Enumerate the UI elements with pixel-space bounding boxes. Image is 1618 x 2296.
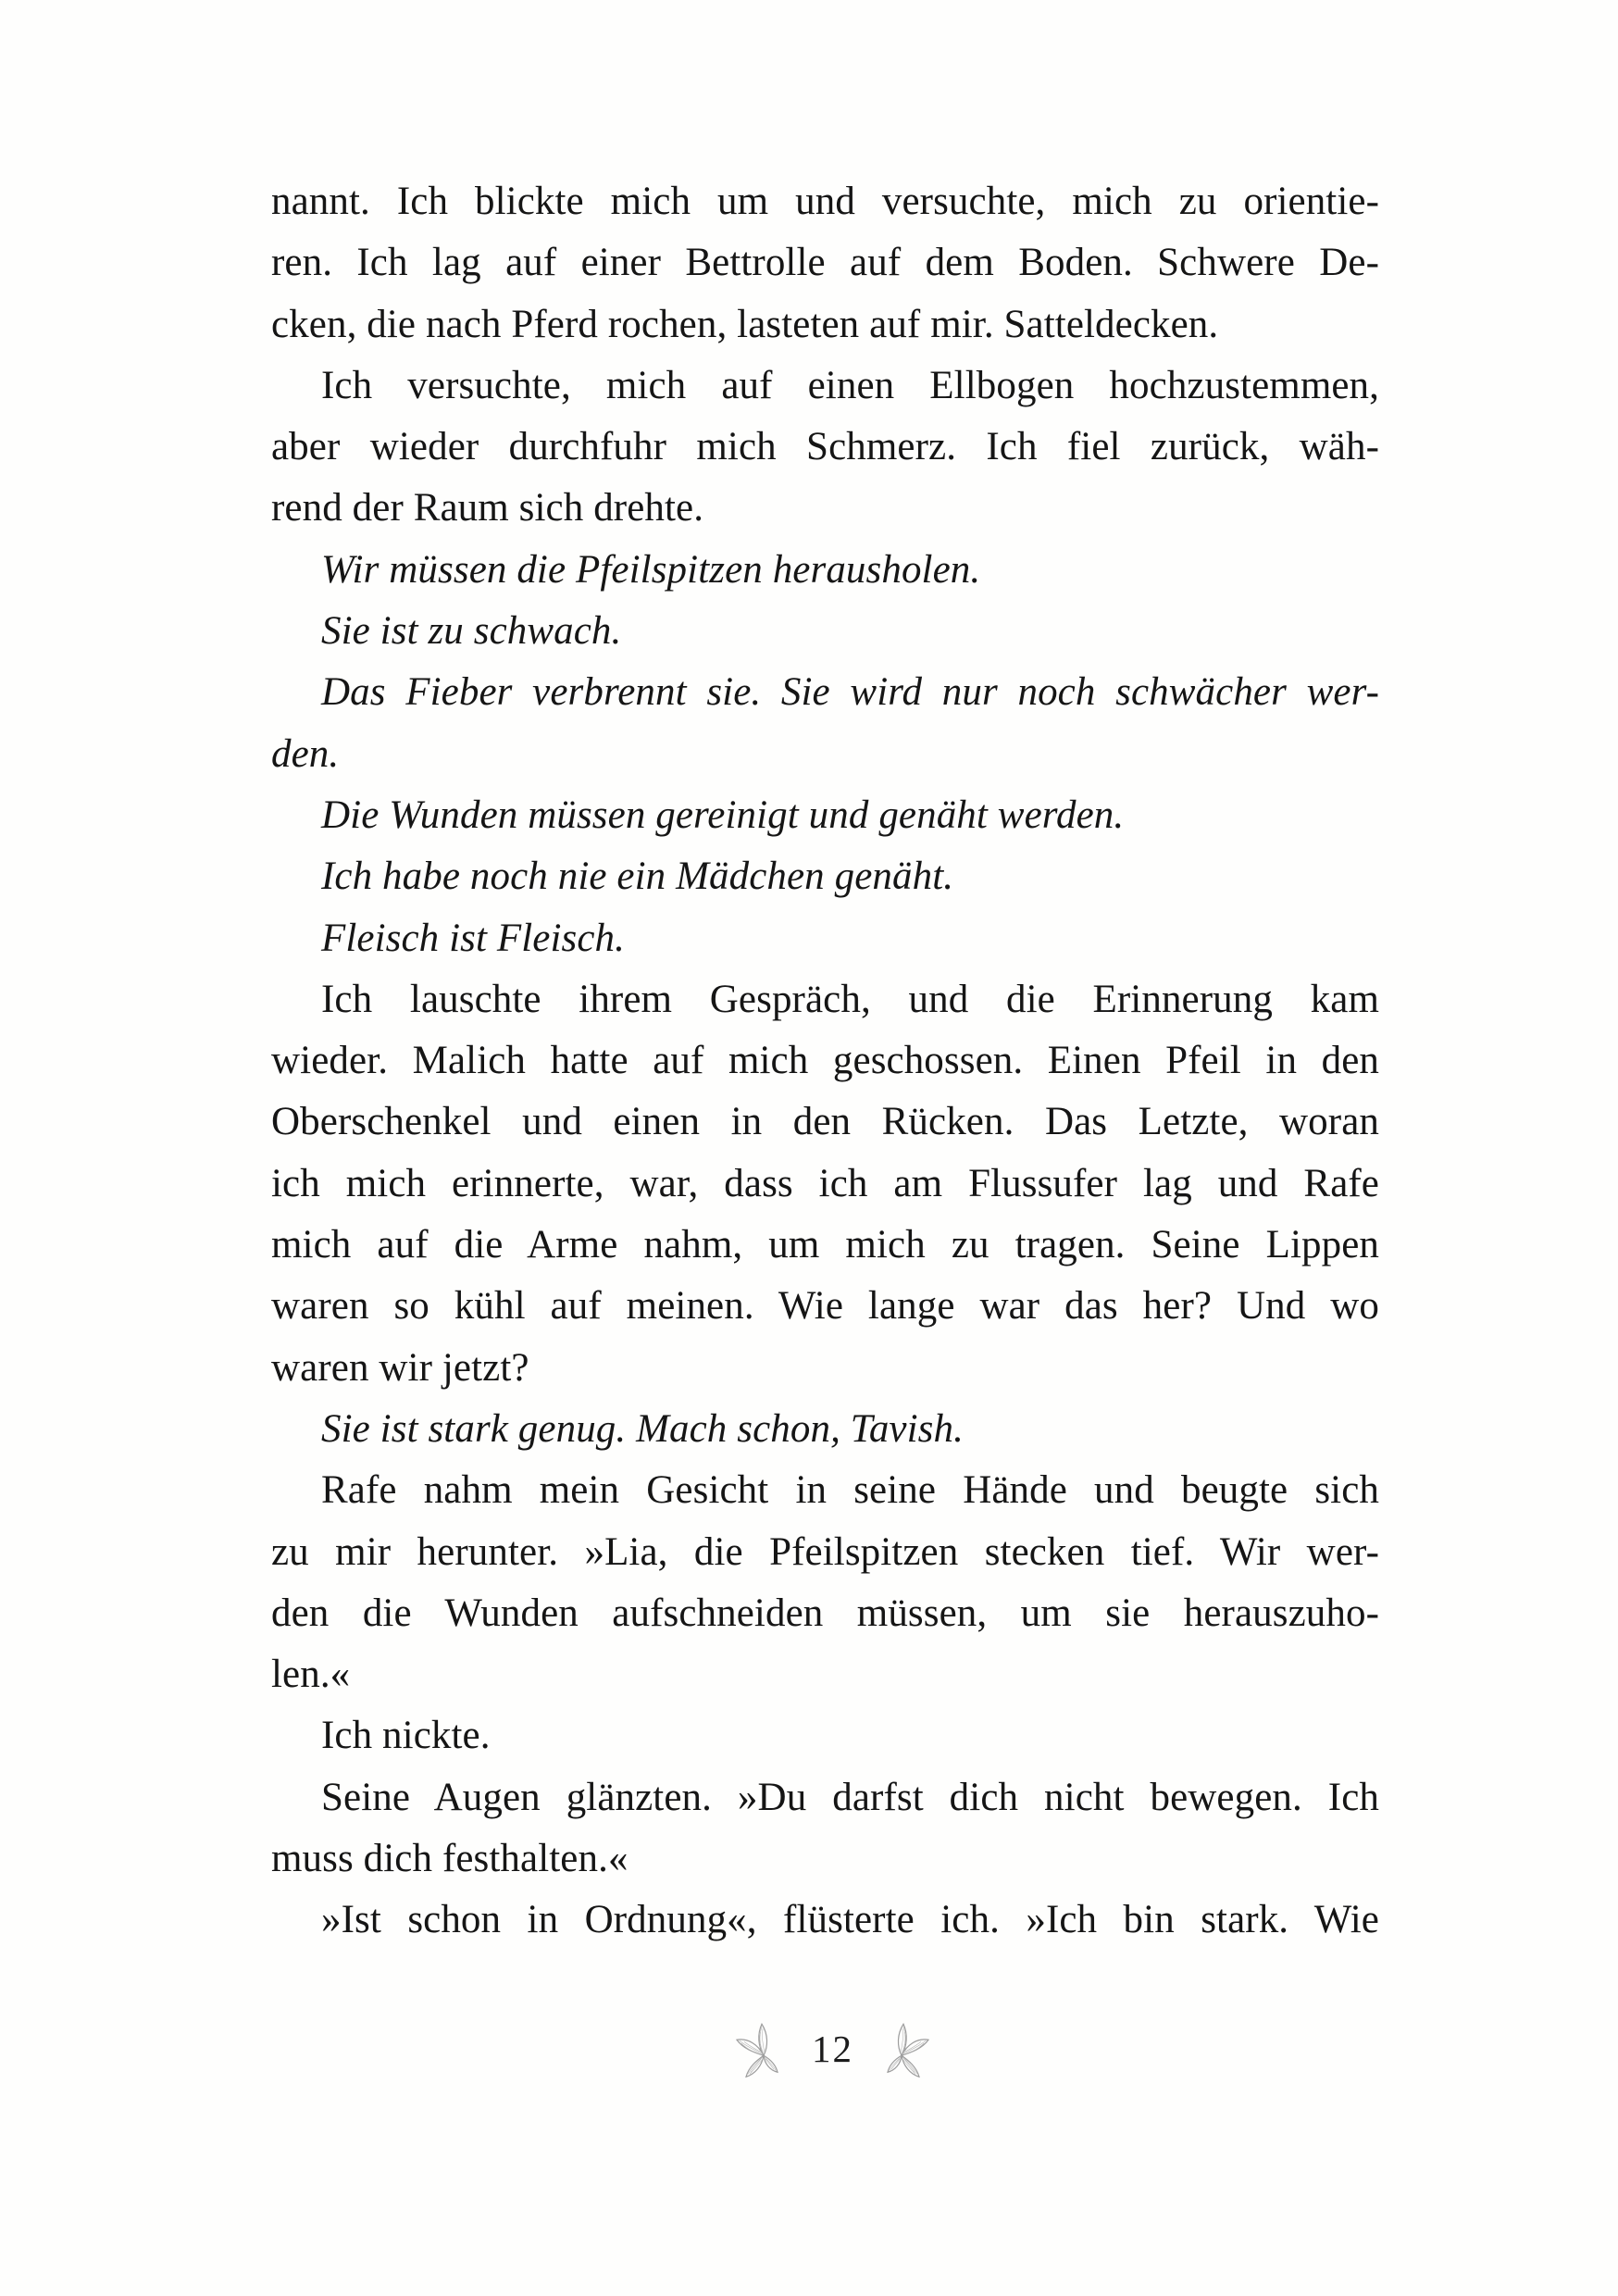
text-line: zu mir herunter. »Lia, die Pfeilspitzen stecken tief. Wir wer- (271, 1529, 1379, 1574)
leaf-ornament-left-icon (735, 2022, 781, 2080)
text-line: Ich versuchte, mich auf einen Ellbogen hochzustemmen, (321, 363, 1379, 407)
text-line: aber wieder durchfuhr mich Schmerz. Ich fiel zurück, wäh- (271, 425, 1379, 469)
body-text (271, 171, 1379, 1952)
page-footer (279, 2022, 1387, 2080)
text-line: ren. Ich lag auf einer Bettrolle auf dem Boden. Schwere De- (271, 241, 1379, 285)
text-line: waren wir jetzt? (271, 1345, 529, 1390)
text-line: nannt. Ich blickte mich um und versuchte, mich zu orientie- (271, 180, 1379, 223)
text-line: Seine Augen glänzten. »Du darfst dich nicht bewegen. Ich (321, 1775, 1379, 1819)
page-number: 12 (812, 2028, 853, 2070)
text-line: Ich habe noch nie ein Mädchen genäht. (321, 855, 954, 899)
text-line: ich mich erinnerte, war, dass ich am Flussufer lag und Rafe (271, 1161, 1379, 1205)
leaf-ornament-right-icon (884, 2022, 930, 2080)
text-line: waren so kühl auf meinen. Wie lange war das her? Und wo (271, 1284, 1379, 1329)
text-line: den. (271, 731, 340, 776)
text-line: Oberschenkel und einen in den Rücken. Das Letzte, woran (271, 1100, 1379, 1144)
text-line: Sie ist zu schwach. (321, 609, 622, 654)
text-line: Ich nickte. (321, 1714, 491, 1758)
text-line: len.« (271, 1653, 351, 1697)
text-line: Sie ist stark genug. Mach schon, Tavish. (321, 1406, 964, 1451)
text-line: den die Wunden aufschneiden müssen, um sie herauszuho- (271, 1591, 1379, 1635)
text-line: Fleisch ist Fleisch. (321, 916, 626, 960)
text-line: wieder. Malich hatte auf mich geschossen. Einen Pfeil in den (271, 1039, 1379, 1083)
text-line: Die Wunden müssen gereinigt und genäht werden. (321, 792, 1125, 837)
text-line: »Ist schon in Ordnung«, flüsterte ich. »Ich bin stark. Wie (321, 1898, 1379, 1942)
text-line: Wir müssen die Pfeilspitzen herausholen. (321, 547, 981, 592)
text-line: Rafe nahm mein Gesicht in seine Hände und beugte sich (321, 1468, 1379, 1513)
text-line: rend der Raum sich drehte. (271, 486, 704, 530)
text-line: muss dich festhalten.« (271, 1837, 629, 1881)
text-line: cken, die nach Pferd rochen, lasteten auf mir. Satteldecken. (271, 302, 1219, 346)
text-line: Ich lauschte ihrem Gespräch, und die Erinnerung kam (321, 977, 1379, 1021)
text-line: mich auf die Arme nahm, um mich zu tragen. Seine Lippen (271, 1223, 1379, 1267)
text-line: Das Fieber verbrennt sie. Sie wird nur noch schwächer wer- (321, 670, 1379, 715)
